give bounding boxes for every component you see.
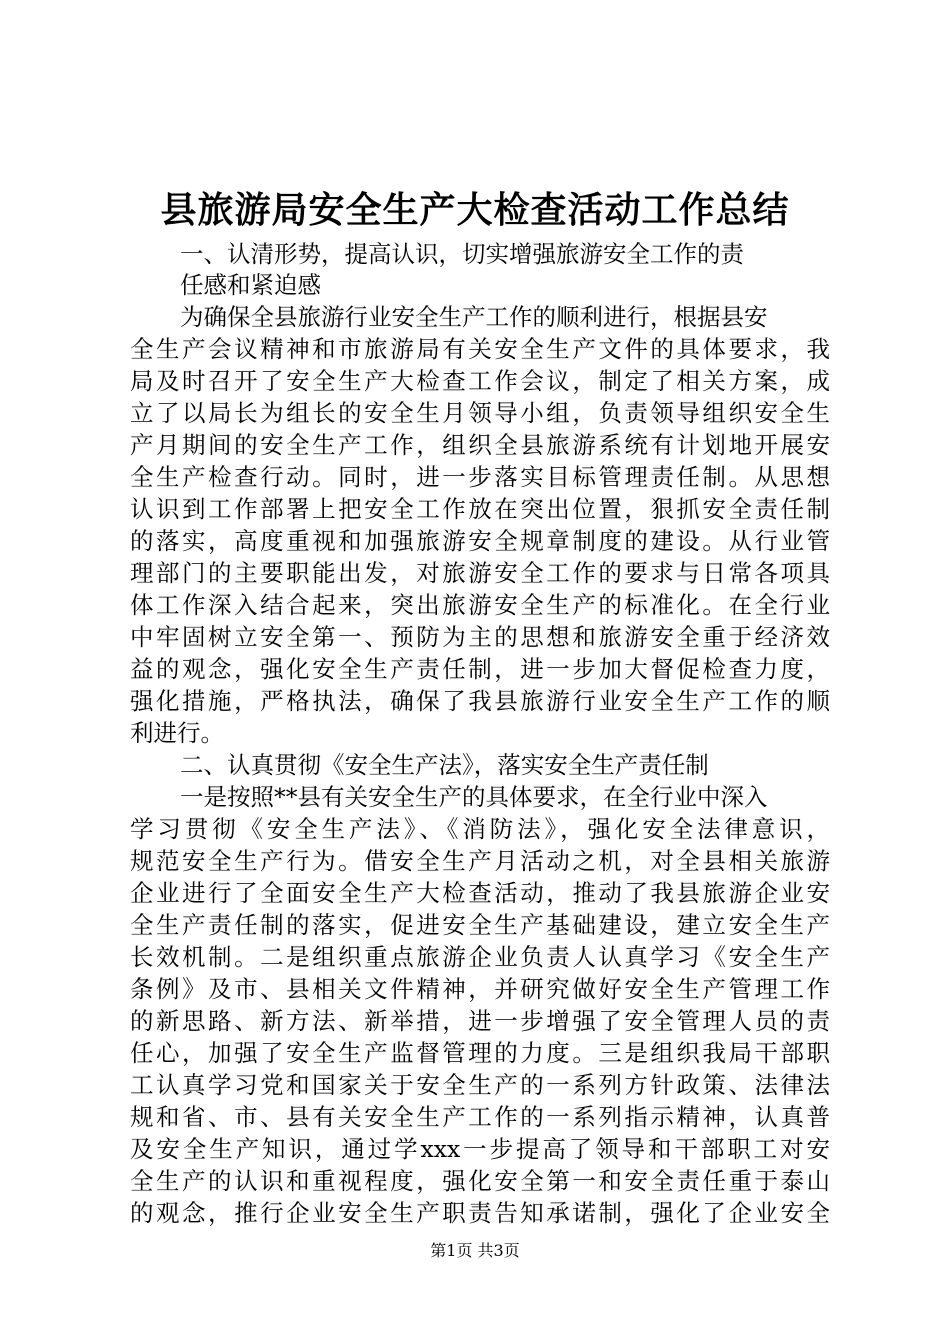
paragraph-1-line: 中牢固树立安全第一、预防为主的思想和旅游安全重于经济效 — [130, 623, 830, 651]
paragraph-2-line: 规和省、市、县有关安全生产工作的一系列指示精神，认真普 — [130, 1103, 830, 1131]
paragraph-2-line: 的新思路、新方法、新举措，进一步增强了安全管理人员的责 — [130, 1007, 830, 1035]
paragraph-1-line: 的落实，高度重视和加强旅游安全规章制度的建设。从行业管 — [130, 527, 830, 555]
paragraph-2-line: 一是按照**县有关安全生产的具体要求，在全行业中深入 — [180, 783, 768, 811]
paragraph-2-line: 企业进行了全面安全生产大检查活动，推动了我县旅游企业安 — [130, 879, 830, 907]
paragraph-1-line: 产月期间的安全生产工作，组织全县旅游系统有计划地开展安 — [130, 431, 830, 459]
paragraph-1-line: 全生产检查行动。同时，进一步落实目标管理责任制。从思想 — [130, 463, 830, 491]
paragraph-2-line: 任心，加强了安全生产监督管理的力度。三是组织我局干部职 — [130, 1039, 830, 1067]
document-title: 县旅游局安全生产大检查活动工作总结 — [160, 189, 790, 231]
paragraph-2-line: 条例》及市、县相关文件精神，并研究做好安全生产管理工作 — [130, 975, 830, 1003]
paragraph-2-line: 全生产责任制的落实，促进安全生产基础建设，建立安全生产 — [130, 911, 830, 939]
paragraph-1-line: 认识到工作部署上把安全工作放在突出位置，狠抓安全责任制 — [130, 495, 830, 523]
paragraph-1-line: 益的观念，强化安全生产责任制，进一步加大督促检查力度， — [130, 655, 830, 683]
page-number-footer: 第1页 共3页 — [430, 1241, 520, 1260]
section-heading-1-line-1: 一、认清形势，提高认识，切实增强旅游安全工作的责 — [180, 240, 744, 268]
paragraph-2-line: 全生产的认识和重视程度，强化安全第一和安全责任重于泰山 — [130, 1167, 830, 1195]
paragraph-1-line: 体工作深入结合起来，突出旅游安全生产的标准化。在全行业 — [130, 591, 830, 619]
paragraph-2-line: 学习贯彻《安全生产法》、《消防法》，强化安全法律意识， — [130, 815, 830, 843]
paragraph-1-line: 立了以局长为组长的安全生月领导小组，负责领导组织安全生 — [130, 399, 830, 427]
paragraph-1-line: 局及时召开了安全生产大检查工作会议，制定了相关方案，成 — [130, 367, 830, 395]
paragraph-2-line: 工认真学习党和国家关于安全生产的一系列方针政策、法律法 — [130, 1071, 830, 1099]
section-heading-2: 二、认真贯彻《安全生产法》，落实安全生产责任制 — [180, 751, 709, 779]
paragraph-2-line: 及安全生产知识，通过学xxx一步提高了领导和干部职工对安 — [130, 1135, 830, 1163]
paragraph-1-line: 全生产会议精神和市旅游局有关安全生产文件的具体要求，我 — [130, 335, 830, 363]
paragraph-1-line: 利进行。 — [130, 719, 224, 747]
paragraph-1-line: 强化措施，严格执法，确保了我县旅游行业安全生产工作的顺 — [130, 687, 830, 715]
paragraph-2-line: 的观念，推行企业安全生产职责告知承诺制，强化了企业安全 — [130, 1199, 830, 1227]
paragraph-1-line: 理部门的主要职能出发，对旅游安全工作的要求与日常各项具 — [130, 559, 830, 587]
paragraph-2-line: 规范安全生产行为。借安全生产月活动之机，对全县相关旅游 — [130, 847, 830, 875]
paragraph-1-line: 为确保全县旅游行业安全生产工作的顺利进行，根据县安 — [180, 303, 768, 331]
section-heading-1-line-2: 任感和紧迫感 — [180, 271, 321, 299]
paragraph-2-line: 长效机制。二是组织重点旅游企业负责人认真学习《安全生产 — [130, 943, 830, 971]
